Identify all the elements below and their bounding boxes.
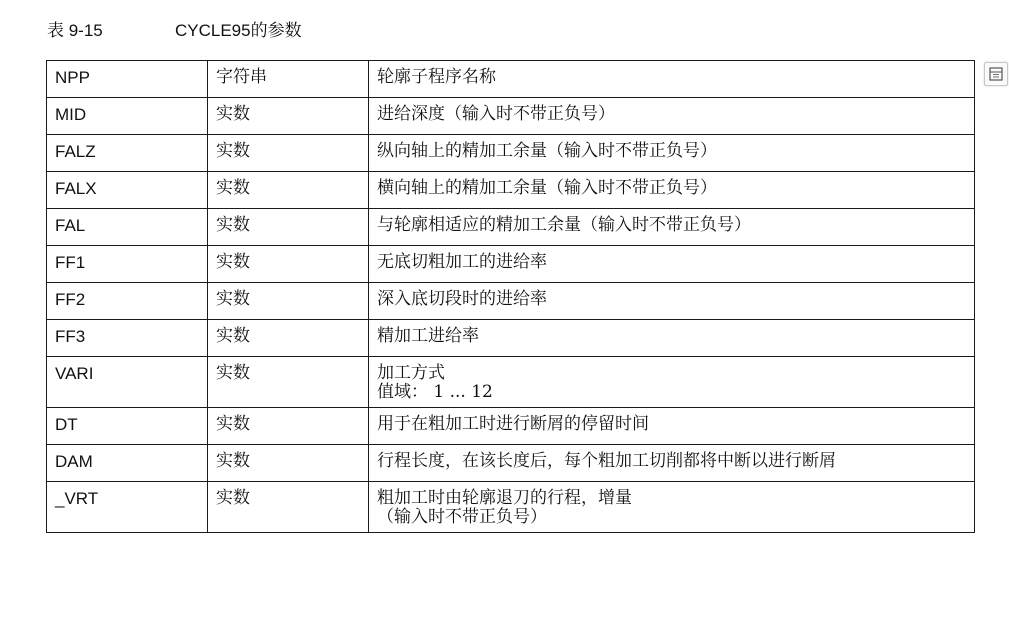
param-type-cell: 实数 — [208, 445, 369, 482]
table-row — [47, 482, 975, 533]
param-description-line: 加工方式 — [377, 363, 445, 383]
param-name-cell: FALX — [47, 172, 208, 209]
frame-icon[interactable] — [984, 62, 1008, 86]
param-name-cell: FF1 — [47, 246, 208, 283]
param-type-cell: 实数 — [208, 408, 369, 445]
param-description-line: 值域： 1 ... 12 — [377, 382, 493, 402]
param-description-cell — [369, 135, 975, 172]
param-name-cell: FF2 — [47, 283, 208, 320]
param-description-cell — [369, 246, 975, 283]
param-description-line: 精加工进给率 — [377, 326, 479, 346]
parameter-table — [46, 60, 975, 533]
table-row — [47, 357, 975, 408]
param-name-cell: VARI — [47, 357, 208, 408]
param-description-cell — [369, 320, 975, 357]
table-row — [47, 246, 975, 283]
table-row — [47, 209, 975, 246]
table-row — [47, 61, 975, 98]
table-title: CYCLE95的参数 — [175, 21, 302, 40]
param-name-cell: FAL — [47, 209, 208, 246]
table-row — [47, 98, 975, 135]
param-description-cell — [369, 61, 975, 98]
param-name-cell: MID — [47, 98, 208, 135]
param-type-cell: 实数 — [208, 246, 369, 283]
param-description-line: 横向轴上的精加工余量（输入时不带正负号） — [377, 178, 717, 198]
param-name-cell: NPP — [47, 61, 208, 98]
param-name-cell: FALZ — [47, 135, 208, 172]
table-row — [47, 408, 975, 445]
param-description-cell — [369, 357, 975, 408]
table-row — [47, 320, 975, 357]
param-description-cell — [369, 482, 975, 533]
param-description-cell — [369, 209, 975, 246]
param-description-line: 行程长度，在该长度后，每个粗加工切削都将中断以进行断屑 — [377, 451, 836, 471]
param-description-line: 进给深度（输入时不带正负号） — [377, 104, 615, 124]
param-description-cell — [369, 98, 975, 135]
param-name-cell: _VRT — [47, 482, 208, 533]
param-description-line: 纵向轴上的精加工余量（输入时不带正负号） — [377, 141, 717, 161]
param-type-cell: 实数 — [208, 320, 369, 357]
param-description-cell — [369, 408, 975, 445]
param-description-line: 轮廓子程序名称 — [377, 67, 496, 87]
param-name-cell: FF3 — [47, 320, 208, 357]
param-type-cell: 实数 — [208, 172, 369, 209]
table-row — [47, 283, 975, 320]
param-type-cell: 字符串 — [208, 61, 369, 98]
param-type-cell: 实数 — [208, 482, 369, 533]
table-caption — [47, 20, 302, 42]
param-type-cell: 实数 — [208, 209, 369, 246]
param-description-cell — [369, 283, 975, 320]
param-description-cell — [369, 445, 975, 482]
param-description-line: 粗加工时由轮廓退刀的行程，增量 — [377, 488, 632, 508]
parameter-table-body — [47, 61, 975, 533]
param-description-line: 与轮廓相适应的精加工余量（输入时不带正负号） — [377, 215, 751, 235]
table-row — [47, 172, 975, 209]
param-description-cell — [369, 172, 975, 209]
param-name-cell: DT — [47, 408, 208, 445]
param-type-cell: 实数 — [208, 283, 369, 320]
param-name-cell: DAM — [47, 445, 208, 482]
param-type-cell: 实数 — [208, 357, 369, 408]
table-row — [47, 135, 975, 172]
param-description-line: 用于在粗加工时进行断屑的停留时间 — [377, 414, 649, 434]
param-description-line: 无底切粗加工的进给率 — [377, 252, 547, 272]
table-row — [47, 445, 975, 482]
table-number: 表 9-15 — [47, 21, 103, 40]
param-description-line: （输入时不带正负号） — [377, 507, 547, 527]
param-type-cell: 实数 — [208, 98, 369, 135]
param-description-line: 深入底切段时的进给率 — [377, 289, 547, 309]
param-type-cell: 实数 — [208, 135, 369, 172]
